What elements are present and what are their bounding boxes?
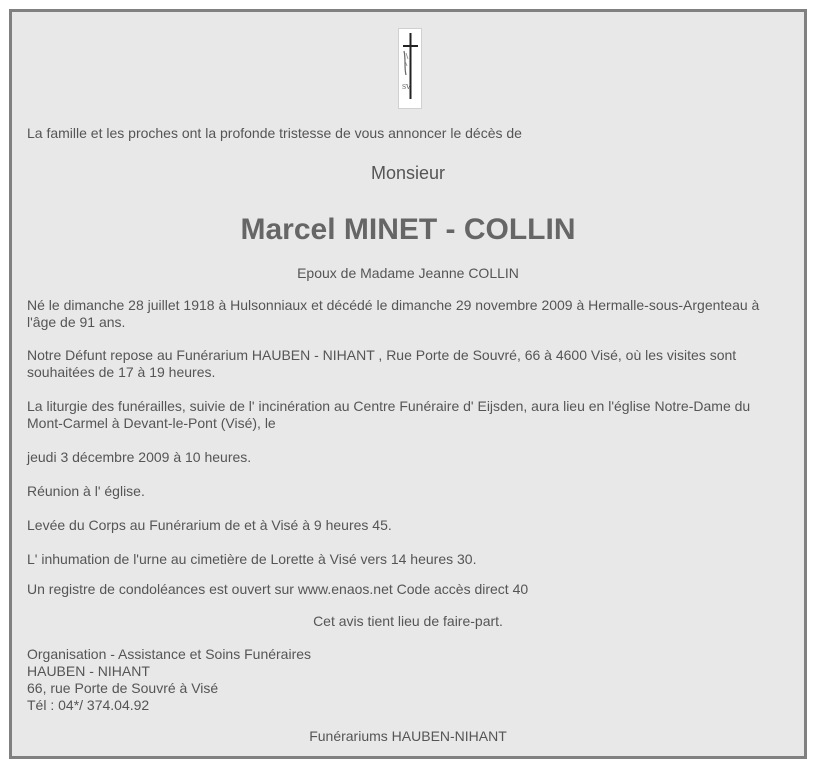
levee-text: Levée du Corps au Funérarium de et à Visé à 9 heures 45.	[27, 517, 392, 533]
inhumation-text: L' inhumation de l'urne au cimetière de Lorette à Visé vers 14 heures 30.	[27, 551, 477, 567]
ceremony-date: jeudi 3 décembre 2009 à 10 heures.	[27, 449, 252, 465]
organisation-line-2: HAUBEN - NIHANT	[27, 663, 150, 679]
svg-text:SV: SV	[402, 84, 411, 91]
repose-text: Notre Défunt repose au Funérarium HAUBEN - NIHANT , Rue Porte de Souvré, 66 à 4600 Visé, où les visites sont souhaitées de 17 à 19 heures.	[27, 347, 737, 380]
registry-text: Un registre de condoléances est ouvert sur www.enaos.net Code accès direct 40	[27, 581, 529, 597]
spouse-text: Epoux de Madame Jeanne COLLIN	[297, 265, 519, 281]
meeting-text: Réunion à l' église.	[27, 483, 145, 499]
birth-death-text: Né le dimanche 28 juillet 1918 à Hulsonniaux et décédé le dimanche 29 novembre 2009 à Hermalle-sous-Argenteau à l'âge de 91 ans.	[27, 297, 760, 330]
organisation-phone: Tél : 04*/ 374.04.92	[27, 697, 150, 713]
intro-text: La famille et les proches ont la profonde tristesse de vous annoncer le décès de	[27, 125, 522, 141]
obituary-frame	[9, 9, 807, 759]
liturgy-text: La liturgie des funérailles, suivie de l' incinération au Centre Funéraire d' Eijsden, aura lieu en l'église Notre-Dame du Mont-Carmel à Devant-le-Pont (Visé), le	[27, 398, 751, 431]
salutation: Monsieur	[370, 163, 446, 183]
faire-part-text: Cet avis tient lieu de faire-part.	[313, 613, 503, 629]
cross-icon	[399, 29, 421, 108]
memorial-card	[398, 28, 422, 109]
organisation-line-3: 66, rue Porte de Souvré à Visé	[27, 680, 219, 696]
footer-text: Funérariums HAUBEN-NIHANT	[309, 728, 507, 744]
organisation-line-1: Organisation - Assistance et Soins Funéraires	[27, 646, 312, 662]
deceased-name: Marcel MINET - COLLIN	[240, 213, 576, 246]
